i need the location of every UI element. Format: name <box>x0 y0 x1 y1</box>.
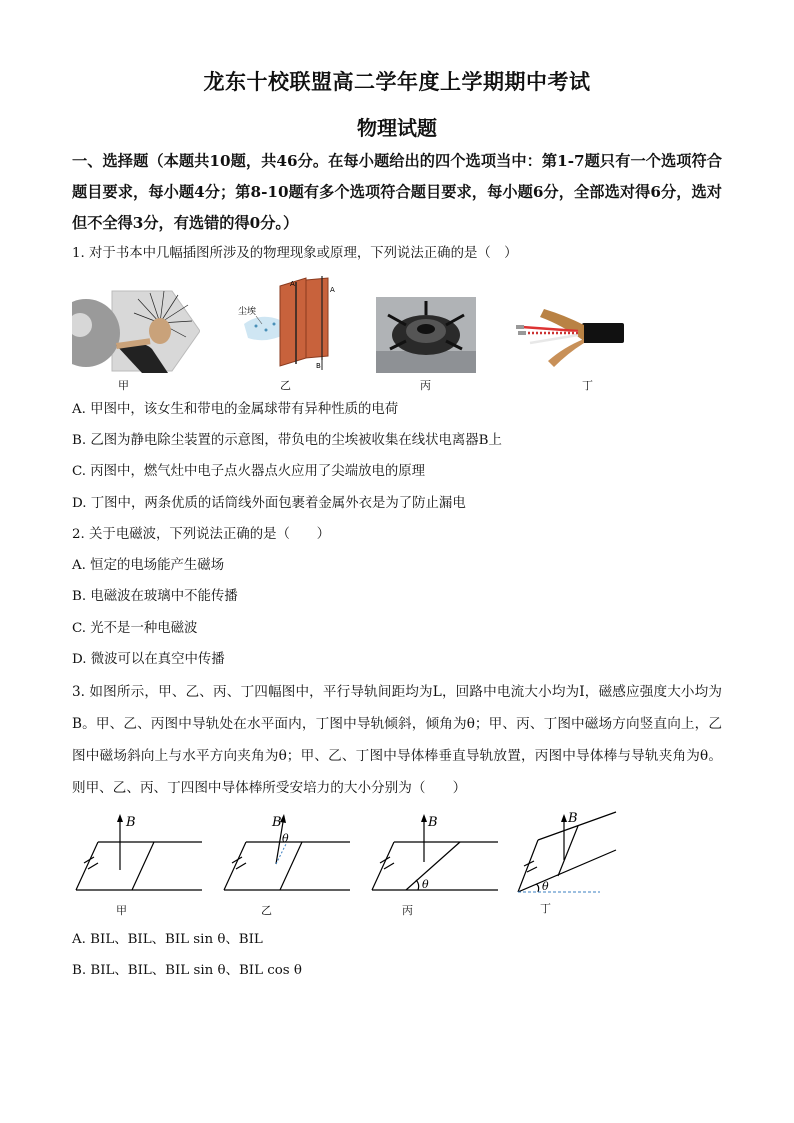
exam-title: 龙东十校联盟高二学年度上学期期中考试 <box>203 69 591 94</box>
q1-option-d: D. 丁图中，两条优质的话筒线外面包裹着金属外衣是为了防止漏电 <box>72 496 466 511</box>
question-2-stem: 2. 关于电磁波，下列说法正确的是（ ） <box>72 527 331 542</box>
q2-option-c: C. 光不是一种电磁波 <box>72 621 198 636</box>
plate-label-a1: A <box>290 280 295 288</box>
q3-figure-bing <box>370 812 502 896</box>
q3-bing-angle-label: θ <box>422 878 429 891</box>
q3-caption-bing: 丙 <box>402 904 413 917</box>
q3-jia-field-label: B <box>126 815 136 830</box>
q3-figure-ding <box>514 806 622 898</box>
q3-ding-angle-label: θ <box>542 880 549 893</box>
q3-bing-field-label: B <box>428 815 438 830</box>
dust-label: 尘埃 <box>238 307 257 317</box>
q3-yi-angle-label: θ <box>282 832 289 845</box>
figure-bing-gas-stove <box>376 297 476 373</box>
exam-subtitle: 物理试题 <box>357 116 437 140</box>
figure-jia-van-de-graaff <box>72 283 200 373</box>
q3-option-b: B. BIL、BIL、BIL sin θ、BIL cos θ <box>72 963 302 978</box>
q2-option-b: B. 电磁波在玻璃中不能传播 <box>72 589 238 604</box>
q3-yi-field-label: B <box>272 815 282 830</box>
q1-caption-yi: 乙 <box>280 379 291 392</box>
q1-option-b: B. 乙图为静电除尘装置的示意图，带负电的尘埃被收集在线状电离器B上 <box>72 433 502 448</box>
wire-label-b: B <box>316 362 321 370</box>
q3-caption-ding: 丁 <box>540 902 551 915</box>
section-heading: 一、选择题（本题共10题，共46分。在每小题给出的四个选项当中：第1-7题只有一个选项符合题目要求，每小题4分；第8-10题有多个选项符合题目要求，每小题6分，全部选对得6分，选对但不全得3分，有选错的得0分。） <box>72 152 722 232</box>
q1-option-a: A. 甲图中，该女生和带电的金属球带有异种性质的电荷 <box>72 402 399 417</box>
q1-caption-bing: 丙 <box>420 379 431 392</box>
q3-caption-yi: 乙 <box>261 904 272 917</box>
q3-caption-jia: 甲 <box>116 904 127 917</box>
figure-yi-precipitator <box>236 272 348 372</box>
figure-ding-shielded-cable <box>514 295 626 375</box>
q3-figure-yi <box>222 812 354 896</box>
q1-caption-ding: 丁 <box>582 379 593 392</box>
q3-ding-field-label: B <box>568 811 578 826</box>
q3-figure-jia <box>74 812 206 896</box>
q1-option-c: C. 丙图中，燃气灶中电子点火器点火应用了尖端放电的原理 <box>72 464 426 479</box>
plate-label-a2: A <box>330 286 335 294</box>
question-3-stem: 3. 如图所示，甲、乙、丙、丁四幅图中，平行导轨间距均为L，回路中电流大小均为I，磁感应强度大小均为B。甲、乙、丙图中导轨处在水平面内，丁图中导轨倾斜，倾角为θ；甲、丙、丁图中磁场方向竖直向上，乙图中磁场斜向上与水平方向夹角为θ；甲、乙、丁图中导体棒垂直导轨放置，丙图中导体棒与导轨夹角为θ。则甲、乙、丙、丁四图中导体棒所受安培力的大小分别为（ ） <box>72 684 722 796</box>
q2-option-d: D. 微波可以在真空中传播 <box>72 652 225 667</box>
q1-caption-jia: 甲 <box>118 379 129 392</box>
q3-option-a: A. BIL、BIL、BIL sin θ、BIL <box>72 932 263 947</box>
q2-option-a: A. 恒定的电场能产生磁场 <box>72 558 225 573</box>
question-1-stem: 1. 对于书本中几幅插图所涉及的物理现象或原理，下列说法正确的是（ ） <box>72 246 518 261</box>
